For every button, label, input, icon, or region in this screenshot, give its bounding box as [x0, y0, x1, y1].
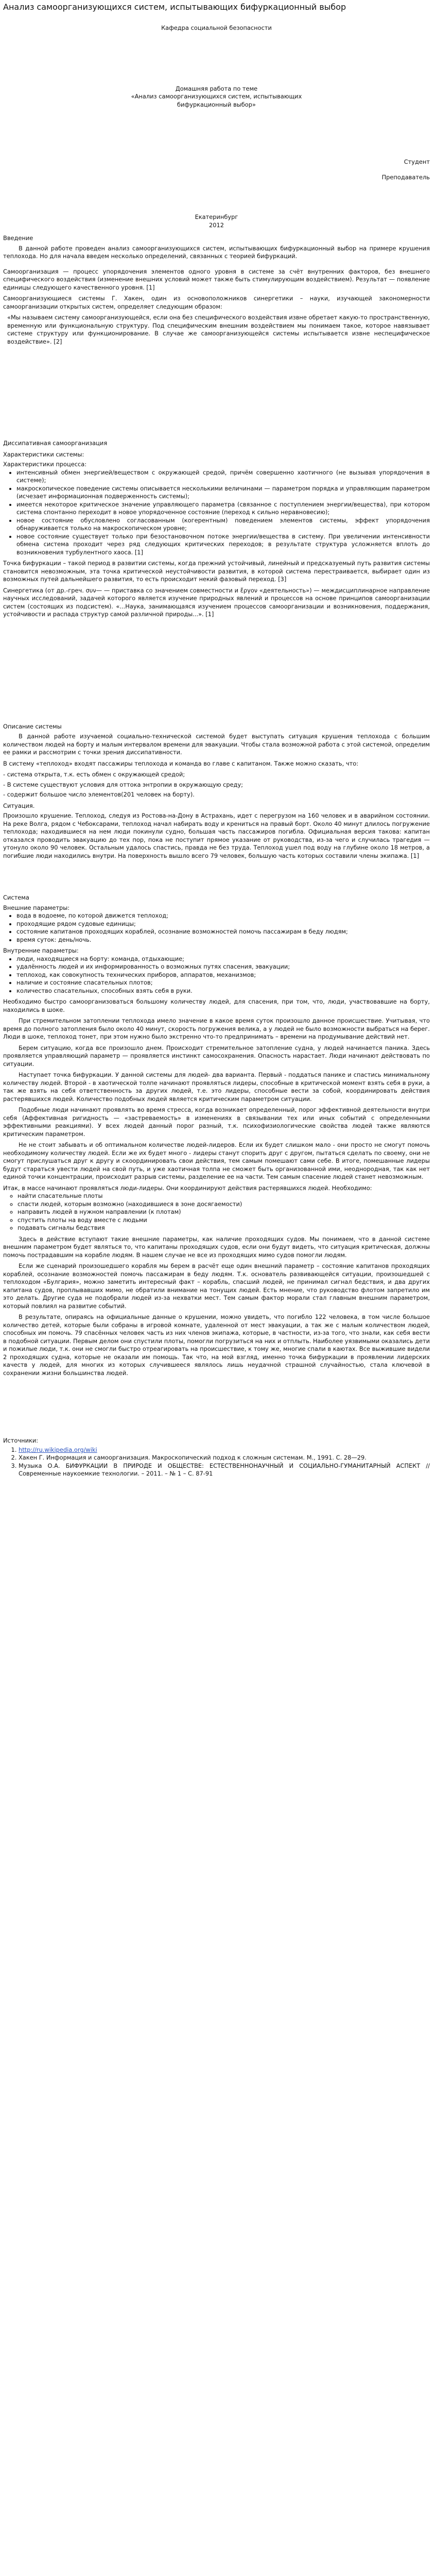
flooding-time-paragraph: При стремительном затоплении теплохода имело значение в какое время суток произошло данное происшествие. Учитывая, что время до полного затопления было около 40 минут, скорость погружения велика, а у людей не было возможности выбраться на берег. Люди в шоке, теплоход тонет, при этом нужно было экстренно что-то предпринимать – времени на продумывание действий нет.	[3, 1017, 430, 1040]
list-item: • новое состояние обусловлено согласованным (когерентным) поведением элементов системы, эффект упорядочения обнаруживается только на макроскопическом уровне;	[16, 517, 430, 533]
topic-line-1: «Анализ самоорганизующихся систем, испытывающих	[131, 93, 302, 100]
external-parameters-list	[3, 912, 430, 944]
document-title: Анализ самоорганизующихся систем, испытывающих бифуркационный выбор	[3, 2, 346, 12]
daytime-scenario-paragraph: Берем ситуацию, когда все произошло днем. Происходит стремительное затопление судна, у людей начинается паника. Здесь проявляется управляющий параметр — проявляется инстинкт самосохранения. Опасность нарастает. Люди начинают действовать по ситуации.	[3, 1044, 430, 1067]
intro-paragraph: В данной работе проведен анализ самоорганизующихся систем, испытывающих бифуркационный выбор на примере крушения теплохода. Но для начала введем несколько определений, связанных с теорией бифуркаций.	[3, 244, 430, 260]
student-label: Студент	[404, 158, 430, 165]
self-organization-definition: Самоорганизация — процесс упорядочения элементов одного уровня в системе за счёт внутренних факторов, без внешнего специфического воздействия (изменение внешних условий может также быть стимулирующим воздействием). Результат — появление единицы следующего качественного уровня. [1]	[3, 267, 430, 291]
list-item: • состояние капитанов проходящих кораблей, осознание возможностей помочь пассажирам в беду людям;	[16, 928, 430, 936]
list-item: ◦ спустить плоты на воду вместе с людьми	[18, 1216, 430, 1225]
process-characteristics-label: Характеристики процесса:	[3, 461, 87, 468]
list-item: • интенсивный обмен энергией/веществом с окружающей средой, причём совершенно хаотичного (не вызывая упорядочения в системе);	[16, 469, 430, 485]
leaders-actions-paragraph: Итак, в массе начинают проявляться люди-лидеры. Они координируют действия растерявшихся людей. Необходимо:	[3, 1184, 372, 1192]
list-item: • вода в водоеме, по которой движется теплоход;	[16, 912, 430, 920]
bifurcation-point-paragraph: Наступает точка бифуркации. У данной системы для людей- два варианта. Первый - поддаться панике и спастись минимальному количеству людей. Второй - в хаотической толпе начинают проявляться лидеры, способные в критической момент взять себя в руки, а так же взять на себя ответственность за других людей, т.е. это лидеры, способные вести за собой, координировать действия растерявшихся людей. Количество подобных людей является критическим параметром ситуации.	[3, 1071, 430, 1103]
synergetics-definition: Синергетика (от др.-греч. συν— — приставка со значением совместности и ἔργον «деятельность») — междисциплинарное направление научных исследований, задачей которого является изучение природных явлений и процессов на основе принципов самоорганизации систем (состоящих из подсистем). «...Наука, занимающаяся изучением процессов самоорганизации и возникновения, поддержания, устойчивости и распада структур самой различной природы...». [1]	[3, 586, 430, 618]
system-description-paragraph: В данной работе изучаемой социально-технической системой будет выступать ситуация крушения теплохода с большим количеством людей на борту и малым интервалом времени для эвакуации. Чтобы стала возможной работа с этой системой, определим ее рамки и рассмотрим с точки зрения диссипативности.	[3, 733, 430, 756]
list-item: • имеется некоторое критическое значение управляющего параметра (связанное с поступлением энергии/вещества), при котором система спонтанно переходит в новое упорядоченное состояние (переход к сильно неравновесию);	[16, 501, 430, 517]
list-item: • проходящие рядом судовые единицы;	[16, 920, 430, 928]
list-item: ◦ найти спасательные плоты	[18, 1192, 430, 1200]
city-line: Екатеринбург	[195, 213, 238, 221]
list-item: 3. Музыка О.А. БИФУРКАЦИИ В ПРИРОДЕ И ОБЩЕСТВЕ: ЕСТЕСТВЕННОНАУЧНЫЙ И СОЦИАЛЬНО-ГУМАНИТАРНЫЙ АСПЕКТ // Современные наукоемкие технологии. – 2011. – № 1 – С. 87-91	[19, 1462, 430, 1478]
sources-list	[3, 1446, 430, 1478]
source-link[interactable]: http://ru.wikipedia.org/wiki	[19, 1446, 97, 1453]
internal-parameters-label: Внутренние параметры:	[3, 947, 79, 954]
situation-paragraph: Произошло крушение. Теплоход, следуя из Ростова-на-Дону в Астрахань, идет с перегрузом на 160 человек и в аварийном состоянии. На реке Волга, рядом с Чебоксарами, теплоход начал набирать воду и крениться на правый борт. Около 40 минут длилось погружение теплохода; находившиеся на нем люди покинули судно, большая часть пассажиров погибла. Официальная версия такова: капитан отказался проводить эвакуацию до тех пор, пока не поступит прямое указание от руководства, из-за чего и случилась трагедия — утонуло около 90 человек. Остальным удалось спастись, правда не без труда. Теплоход ушел под воду на глубине около 18 метров, а погибшие люди находились внутри. На поверхность вышло всего 79 человек, большую часть которых составили члены экипажа. [1]	[3, 812, 430, 859]
list-item: • люди, находящиеся на борту: команда, отдыхающие;	[16, 955, 430, 963]
self-organization-need-paragraph: Необходимо быстро самоорганизоваться большому количеству людей, для спасения, при том, что, люди, участвовавшие на борту, находились в шоке.	[3, 998, 430, 1013]
list-item: ◦ спасти людей, которым возможно (находившиеся в зоне досягаемости)	[18, 1200, 430, 1209]
sources-label: Источники:	[3, 1437, 39, 1444]
list-item	[19, 1446, 430, 1454]
situation-label: Ситуация.	[3, 802, 35, 809]
list-item: • наличие и состояние спасательных плотов;	[16, 979, 430, 987]
system-composition-paragraph: В систему «теплоход» входят пассажиры теплохода и команда во главе с капитаном. Также можно сказать, что:	[3, 759, 359, 767]
list-item: 2. Хакен Г. Информация и самоорганизация. Макроскопический подход к сложным системам. М., 1991. С. 28—29.	[19, 1454, 430, 1462]
work-type-line: Домашняя работа по теме	[175, 84, 258, 92]
list-item: • время суток: день/ночь.	[16, 936, 430, 944]
system-property-open: - система открыта, т.к. есть обмен с окружающей средой;	[3, 771, 185, 778]
list-item: • новое состояние существует только при безостановочном потоке энергии/вещества в систему. При увеличении интенсивности обмена система проходит через ряд следующих критических переходов; в результате структура усложняется вплоть до возникновения турбулентного хаоса. [1]	[16, 533, 430, 557]
leaders-threshold-paragraph: Подобные люди начинают проявлять во время стресса, когда возникает определенный, порог эффективной деятельности внутри себя (Аффективная ригидность — «застреваемость» в изменениях в связывании тех или иных событий с определенными эффективными реакциями). У всех людей данный порог разный, т.к. психофизиологические свойства людей также являются критическим параметром.	[3, 1106, 430, 1138]
morality-factor-paragraph: Если же сценарий произошедшего корабля мы берем в расчёт еще один внешний параметр – состояние капитанов проходящих кораблей, осознание возможностей помочь пассажирам в беду людям. Т.к. основатель развивающейся ситуации, произошедшей с теплоходом «Булгария», можно заметить интересный факт – корабль, спасший людей, не принимал сигнал бедствия, и два других капитана судов, проплывавших мимо, не обратили внимание на тонущих людей. Есть мнение, что руководство флотом запретило им это делать. Другие суда не подобрали людей из-за нехватки мест. Тем самым фактор морали стал главным внешним параметром, который повлиял на развитие событий.	[3, 1262, 430, 1310]
haken-quote: «Мы называем систему самоорганизующейся, если она без специфического воздействия извне обретает какую-то пространственную, временную или функциональную структуру. Под специфическим внешним воздействием мы понимаем такое, которое навязывает системе структуру или функционирование. В случае же самоорганизующейся системы испытывается извне неспецифическое воздействие». [2]	[7, 314, 430, 345]
system-property-entropy: - В системе существуют условия для оттока энтропии в окружающую среду;	[3, 781, 243, 788]
haken-definition: Самоорганизующиеся системы Г. Хакен, один из основоположников синергетики – науки, изучающей закономерности самоорганизации открытых систем, определяет следующим образом:	[3, 295, 430, 310]
optimal-leaders-paragraph: Не не стоит забывать и об оптимальном количестве людей-лидеров. Если их будет слишком мало - они просто не смогут помочь необходимому количеству людей. Если же их будет много - лидеры станут спорить друг с другом, пытаться сделать по своему, они не смогут прислушаться друг к другу и скоординировать свои действия, тем самым помешают сами себе. В итоге, помешанные лидеры будут стараться увести людей на свой путь, и уже хаотичная толпа не сможет быть организованной ими, неоднородная, так как нет единой точки концентрации, происходит разрыв системы, разделение ее на части. Тем самым спасение людей станет невозможным.	[3, 1141, 430, 1180]
system-heading: Система	[3, 894, 29, 901]
document-body	[0, 12, 436, 1478]
bifurcation-point-definition: Точка бифуркации – такой период в развитии системы, когда прежний устойчивый, линейный и предсказуемый путь развития системы становится невозможным, эта точка критической неустойчивости развития, в которой система перестраивается, выбирает один из возможных путей дальнейшего развития, то есть происходит некий фазовый переход. [3]	[3, 560, 430, 583]
dissipative-characteristics-list	[3, 469, 430, 557]
system-property-elements: - содержит большое число элементов(201 человек на борту).	[3, 791, 195, 798]
year-line: 2012	[209, 221, 224, 229]
internal-parameters-list	[3, 955, 430, 995]
list-item: • теплоход, как совокупность технических приборов, аппаратов, механизмов;	[16, 971, 430, 979]
list-item: ◦ подавать сигналы бедствия	[18, 1224, 430, 1232]
dissipative-heading: Диссипативная самоорганизация	[3, 439, 108, 447]
list-item: • удалённость людей и их информированность о возможных путях спасения, эвакуации;	[16, 963, 430, 971]
system-description-heading: Описание системы	[3, 722, 62, 730]
external-parameters-label: Внешние параметры:	[3, 904, 70, 911]
list-item: • макроскопическое поведение системы описывается несколькими величинами — параметром порядка и управляющим параметром (исчезает информационная подверженность системы);	[16, 485, 430, 501]
teacher-label: Преподаватель	[381, 173, 430, 181]
department-line: Кафедра социальной безопасности	[161, 24, 272, 31]
leaders-actions-list	[3, 1192, 430, 1232]
system-characteristics-label: Характеристики системы:	[3, 450, 84, 458]
list-item: • количество спасательных, способных взять себя в руки.	[16, 987, 430, 995]
intro-heading: Введение	[3, 234, 33, 242]
external-vessels-paragraph: Здесь в действие вступают такие внешние параметры, как наличие проходящих судов. Мы понимаем, что в данной системе внешним параметром будет являться то, что капитаны проходящих судов, если они будут видеть, что ситуация критическая, должны помочь пострадавшим на корабле людям. В нашем случае не все из проходящих мимо судов помогли людям.	[3, 1235, 430, 1259]
topic-line-2: бифуркационный выбор»	[177, 100, 256, 108]
list-item: ◦ направить людей в нужном направлении (к плотам)	[18, 1208, 430, 1216]
conclusion-paragraph: В результате, опираясь на официальные данные о крушении, можно увидеть, что погибло 122 человека, в том числе большое количество детей, которые были собраны в игровой комнате, удаленной от мест эвакуации, а так же с малым количеством людей, способных им помочь. 79 спасённых человек часть из них членов экипажа, которые, в частности, из-за того, что знали, как себя вести в подобной ситуации. Первым делом они спустили плоты, помогли погрузиться на них и отплыть. Наиболее уязвимыми оказались дети и пожилые люди, т.к. они не смогли быстро отреагировать на происшествие, к тому же, многие спали в каютах. Все выжившие видели 2 проходящих судна, которые не оказали им помощь. Так что, на мой взгляд, именно точка бифуркации в проявлении лидерских качеств у людей, для многих из которых случившееся являлось лишь неудачной страшной случайностью, стала ключевой в сохранении жизни большинства людей.	[3, 1313, 430, 1377]
